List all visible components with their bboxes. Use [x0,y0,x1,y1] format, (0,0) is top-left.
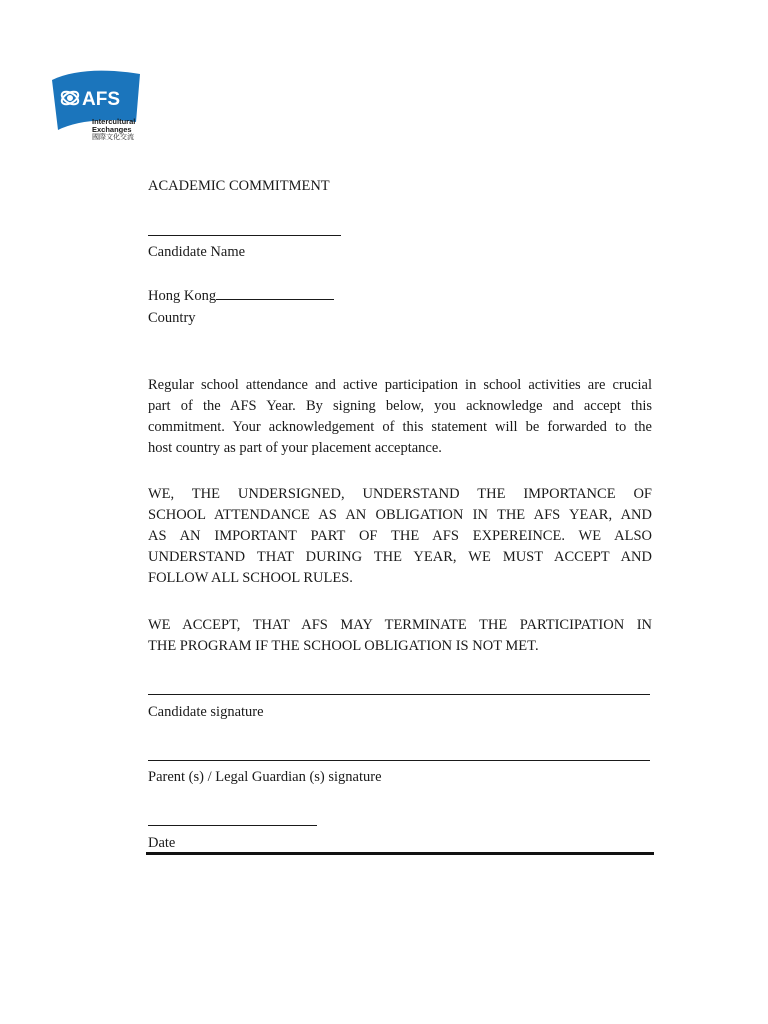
paragraph2-line: AS AN IMPORTANT PART OF THE AFS EXPEREINCE. WE ALSO [148,528,652,544]
paragraph1-line: part of the AFS Year. By signing below, you acknowledge and accept this [148,398,652,414]
afs-logo-globe-icon [60,89,81,107]
logo-line-chinese: 國際文化交流 [92,134,134,141]
paragraph2-line: FOLLOW ALL SCHOOL RULES. [148,570,353,586]
paragraph3-line: WE ACCEPT, THAT AFS MAY TERMINATE THE PARTICIPATION IN [148,617,652,633]
parent-signature-label: Parent (s) / Legal Guardian (s) signature [148,769,382,785]
commitment-paragraph [148,375,652,459]
candidate-name-label: Candidate Name [148,244,246,260]
footer-rule [146,852,654,855]
undersigned-paragraph [148,484,652,589]
country-underline [216,287,334,300]
paragraph2-line: WE, THE UNDERSIGNED, UNDERSTAND THE IMPORTANCE OF [148,486,652,502]
candidate-signature-line [148,694,650,695]
logo-line-exchanges: Exchanges [92,125,132,134]
country-value: Hong Kong [148,288,217,304]
paragraph1-line: host country as part of your placement acceptance. [148,440,442,456]
parent-signature-line [148,760,650,761]
logo-line-intercultural: Intercultural [92,117,136,126]
paragraph2-line: SCHOOL ATTENDANCE AS AN OBLIGATION IN THE AFS YEAR, AND [148,507,652,523]
paragraph1-line: commitment. Your acknowledgement of this statement will be forwarded to the [148,419,652,435]
paragraph3-line: THE PROGRAM IF THE SCHOOL OBLIGATION IS NOT MET. [148,638,539,654]
candidate-name-line [148,235,341,236]
country-field [148,287,334,305]
candidate-signature-label: Candidate signature [148,704,264,720]
date-label: Date [148,835,176,851]
termination-paragraph [148,615,652,657]
paragraph2-line: UNDERSTAND THAT DURING THE YEAR, WE MUST ACCEPT AND [148,549,652,565]
paragraph1-line: Regular school attendance and active participation in school activities are crucial [148,377,652,393]
afs-logo-wordmark: AFS [82,89,120,110]
afs-logo-caption [92,118,135,142]
country-label: Country [148,310,196,326]
document-title: ACADEMIC COMMITMENT [148,178,330,194]
date-line [148,825,317,826]
